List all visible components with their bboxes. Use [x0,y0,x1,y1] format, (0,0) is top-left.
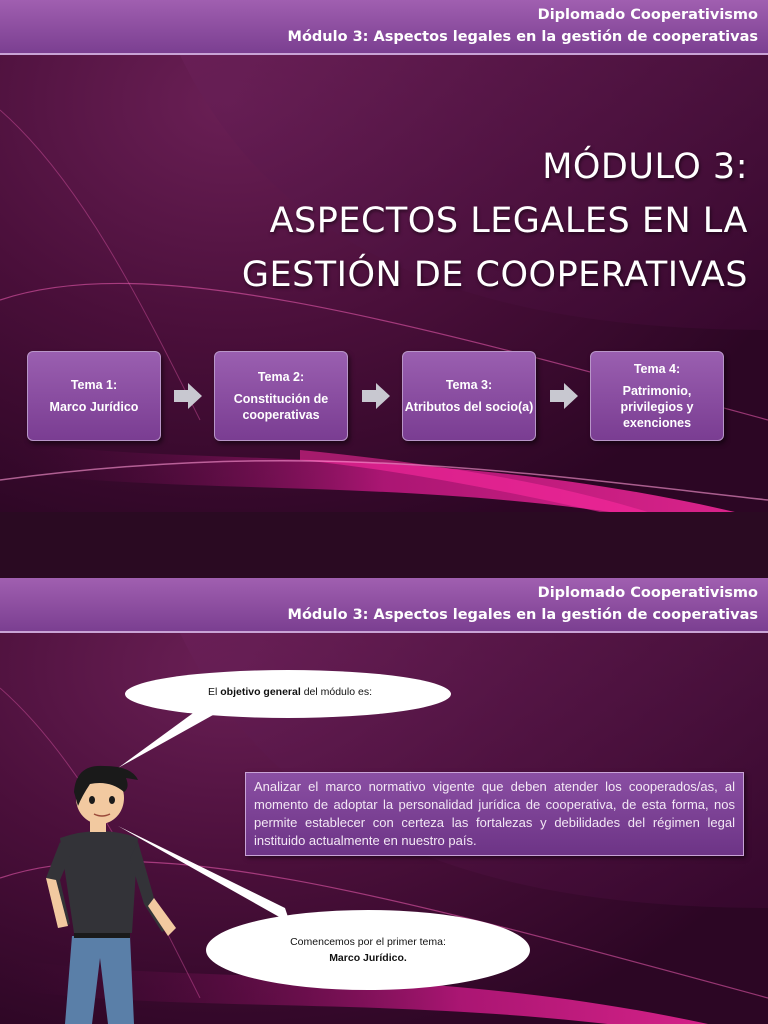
tema-1-box[interactable] [27,351,161,441]
module-title-line-1: MÓDULO 3: [542,147,748,187]
tema-4-text: Patrimonio, privilegios y exenciones [620,384,694,430]
bubble-1-prefix: El [207,686,221,698]
objective-text-box: Analizar el marco normativo vigente que deben atender los cooperados/as, al momento de adoptar la personalidad jurídica de cooperativa, de esta forma, nos permite establecer con certeza las fortalezas y debilidades del régimen legal instituido actualmente en nuestro país. [245,772,744,856]
tema-2-text: Constitución de cooperativas [233,392,329,422]
tema-4-box[interactable] [590,351,724,441]
arrow-right-icon [174,381,202,411]
bubble-1-suffix: del módulo es: [300,686,372,698]
module-title-line-2: ASPECTOS LEGALES EN LA [269,201,748,241]
tema-1-label: Tema 1: [70,378,118,392]
tema-3-label: Tema 3: [445,378,493,392]
module-title [242,140,748,302]
student-character [30,758,190,1024]
arrow-right-icon [550,381,578,411]
arrow-right-icon [362,381,390,411]
header-subtitle: Módulo 3: Aspectos legales en la gestión de cooperativas [287,29,758,45]
speech-bubble-2-text [240,934,496,966]
header-subtitle: Módulo 3: Aspectos legales en la gestión de cooperativas [287,607,758,623]
tema-3-box[interactable] [402,351,536,441]
tema-2-box[interactable] [214,351,348,441]
module-title-line-3: GESTIÓN DE COOPERATIVAS [241,255,748,295]
header-title: Diplomado Cooperativismo [537,7,758,23]
header-title: Diplomado Cooperativismo [537,585,758,601]
slide-header [0,0,768,55]
tema-2-label: Tema 2: [257,370,305,384]
speech-bubble-1-text [140,686,440,698]
bubble-2-line-1: Comencemos por el primer tema: [290,936,446,948]
slide-2 [0,578,768,1024]
tema-3-text: Atributos del socio(a) [404,400,534,414]
tema-1-text: Marco Jurídico [49,400,139,414]
bubble-1-bold: objetivo general [220,686,301,698]
tema-4-label: Tema 4: [633,362,681,376]
bubble-2-line-2: Marco Jurídico. [329,952,407,964]
